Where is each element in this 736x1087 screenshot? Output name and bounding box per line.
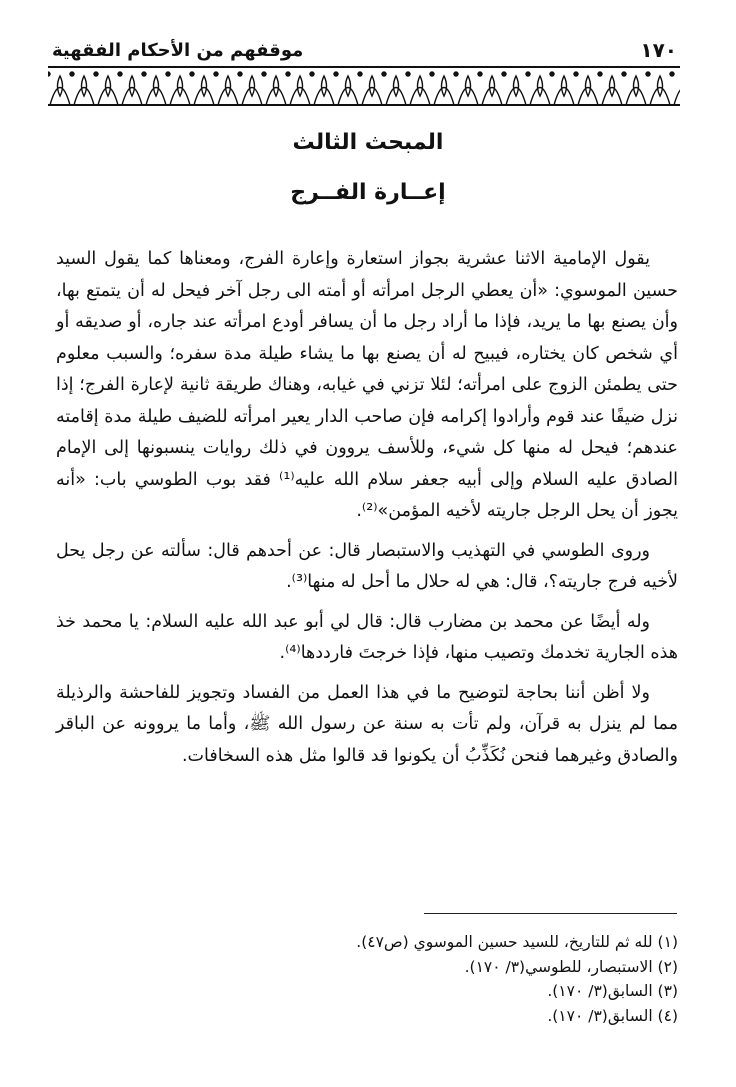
ornament-leaf: [202, 76, 207, 96]
ornament-dot: [358, 72, 362, 76]
ornament-leaf: [370, 76, 375, 96]
ornament-dot: [94, 72, 98, 76]
ornament-dot: [478, 72, 482, 76]
ornament-leaf: [658, 76, 663, 96]
ornament-leaf: [538, 76, 543, 96]
ornament-leaf: [226, 76, 231, 96]
ornament-leaf: [58, 76, 63, 96]
ornament-leaf: [154, 76, 159, 96]
ornament-dot: [166, 72, 170, 76]
ornament-leaf: [490, 76, 495, 96]
ornament-dot: [526, 72, 530, 76]
footnote: (٣) السابق(٣/ ١٧٠).: [547, 982, 678, 1000]
ornament-leaf: [514, 76, 519, 96]
ornament-dot: [646, 72, 650, 76]
section-title: المبحث الثالث: [292, 130, 444, 155]
paragraph: يقول الإمامية الاثنا عشرية بجواز استعارة وإعارة الفرج، ومعناها كما يقول السيد حسين الموسوي: «أن يعطي الرجل امرأته أو أمته الى رجل آخر فيحل له أن يتمتع بها، وأن يصنع بها ما يريد، فإذا ما أراد رجل ما أن يسافر أودع امرأته عند جاره، أو صديقه أو أي شخص كان يختاره، فيبيح له أن يصنع بها ما يشاء طيلة مدة سفره؛ والسبب معلوم حتى يطمئن الزوج على امرأته؛ لئلا تزني في غيابه، وهناك طريقة ثانية لإعارة الفرج؛ إذا نزل ضيفًا عند قوم وأرادوا إكرامه فإن صاحب الدار يعير امرأته للضيف طيلة مدة إقامته عندهم؛ فيحل له منها كل شيء، وللأسف يروون في ذلك روايات ينسبونها إلى الإمام الصادق عليه السلام وإلى أبيه جعفر سلام الله عليه⁽¹⁾ فقد بوب الطوسي باب: «أنه يجوز أن يحل الرجل جاريته لأخيه المؤمن»⁽²⁾.: [56, 249, 678, 521]
ornament-dot: [286, 72, 290, 76]
ornament-leaf: [106, 76, 111, 96]
ornament-dot: [574, 72, 578, 76]
ornament-dot: [262, 72, 266, 76]
ornament-leaf: [610, 76, 615, 96]
ornament-arch: [674, 88, 680, 106]
ornament-leaf: [250, 76, 255, 96]
ornament-leaf: [634, 76, 639, 96]
ornament-dot: [310, 72, 314, 76]
paragraph: وله أيضًا عن محمد بن مضارب قال: قال لي أبو عبد الله عليه السلام: يا محمد خذ هذه الجارية تخدمك وتصيب منها، فإذا خرجتَ فارددها⁽⁴⁾.: [56, 611, 678, 663]
footnote: (٤) السابق(٣/ ١٧٠).: [547, 1006, 678, 1025]
ornament-leaf: [562, 76, 567, 96]
ornament-dot: [382, 72, 386, 76]
ornament-leaf: [322, 76, 327, 96]
ornament-dot: [214, 72, 218, 76]
ornament-dot: [454, 72, 458, 76]
paragraph: ولا أظن أننا بحاجة لتوضيح ما في هذا العمل من الفساد وتجويز للفاحشة والرذيلة مما لم ينزل به قرآن، ولم تأت به سنة عن رسول الله ﷺ، وأما ما يروونه عن الباقر والصادق وغيرهما فنحن نُكَذِّبُ أن يكونوا قد قالوا مثل هذه السخافات.: [56, 682, 678, 766]
footnotes: [56, 930, 678, 1028]
ornament-dot: [622, 72, 626, 76]
ornament-leaf: [418, 76, 423, 96]
ornament-dot: [430, 72, 434, 76]
paragraph: وروى الطوسي في التهذيب والاستبصار قال: عن أحدهم قال: سألته عن رجل يحل لأخيه فرج جاريته؟، قال: هي له حلال ما أحل له منها⁽³⁾.: [56, 540, 678, 592]
page-header: [52, 36, 677, 64]
footnote: (١) لله ثم للتاريخ، للسيد حسين الموسوي (ص٤٧).: [356, 933, 678, 951]
ornament-leaf: [274, 76, 279, 96]
ornament-leaf: [346, 76, 351, 96]
ornament-dot: [190, 72, 194, 76]
section-subtitle: إعــارة الفــرج: [290, 180, 446, 205]
ornament-dot: [118, 72, 122, 76]
ornament-dot: [550, 72, 554, 76]
ornament-dot: [238, 72, 242, 76]
ornament-leaf: [298, 76, 303, 96]
ornament-dot: [334, 72, 338, 76]
ornament-dot: [142, 72, 146, 76]
page-number: ١٧٠: [640, 38, 677, 62]
ornament-dot: [502, 72, 506, 76]
ornament-leaf: [586, 76, 591, 96]
ornament-dot: [70, 72, 74, 76]
footnote: (٢) الاستبصار، للطوسي(٣/ ١٧٠).: [464, 957, 678, 976]
ornament-dot: [406, 72, 410, 76]
running-title: موقفهم من الأحكام الفقهية: [52, 39, 304, 61]
ornament-leaf: [130, 76, 135, 96]
footnote-divider: [424, 913, 677, 914]
ornament-leaf: [442, 76, 447, 96]
ornament-leaf: [82, 76, 87, 96]
ornament-leaf: [178, 76, 183, 96]
ornament-dot: [670, 72, 674, 76]
decorative-border: [48, 64, 680, 108]
ornament-leaf: [394, 76, 399, 96]
ornament-leaf: [466, 76, 471, 96]
main-text: [56, 244, 678, 780]
ornament-dot: [48, 72, 50, 76]
ornament-dot: [598, 72, 602, 76]
